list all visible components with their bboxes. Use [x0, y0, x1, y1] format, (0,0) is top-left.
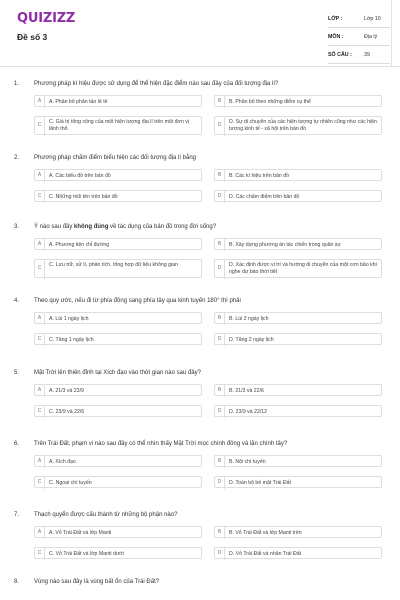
answer-option-text: C. Vỏ Trái Đất và lớp Manti dưới	[49, 550, 124, 557]
answer-option-letter: D	[215, 477, 225, 489]
answer-option-letter: C	[35, 260, 45, 279]
answer-option-text: D. Vỏ Trái Đất và nhân Trái Đất	[229, 550, 302, 557]
answer-option-frame	[34, 476, 202, 488]
answer-option-letter: C	[35, 477, 45, 489]
meta-value: 39	[364, 52, 370, 58]
answer-option-text: C. Tăng 1 ngày lịch	[49, 336, 94, 343]
answer-option-letter: D	[215, 191, 225, 203]
answer-option-letter: B	[215, 170, 225, 182]
answer-option-frame	[34, 547, 202, 559]
answer-option-frame	[34, 333, 202, 345]
answer-option-text: D. Toàn bộ bề mặt Trái Đất	[229, 479, 291, 486]
answer-option-letter: D	[215, 334, 225, 346]
answer-option-text: D. Xác định được vị trí và hướng di chuyển của một cơn bão khi nghe dự báo thời tiết	[229, 261, 377, 275]
answer-option-letter: C	[35, 117, 45, 136]
answer-option-frame	[34, 259, 202, 278]
answer-option-letter: C	[35, 548, 45, 560]
answer-option-letter: A	[35, 456, 45, 468]
answer-option-letter: A	[35, 170, 45, 182]
answer-option-text: D. 23/9 và 22/12	[229, 408, 268, 415]
answer-option-text: A. Vỏ Trái Đất và lớp Manti	[49, 529, 112, 536]
answer-option-text: B. Nội chí tuyến	[229, 458, 266, 465]
answer-option-letter: B	[215, 96, 225, 108]
answer-option-frame	[214, 333, 382, 345]
question-text: Phương pháp chấm điểm biểu hiện các đối tượng địa lí bằng	[34, 155, 197, 161]
answer-option-frame	[214, 526, 382, 538]
answer-option-text: C. 23/9 và 22/6	[49, 408, 85, 415]
header-divider	[391, 0, 392, 66]
question-number: 7.	[14, 512, 20, 518]
answer-option-letter: D	[215, 117, 225, 136]
answer-option-letter: C	[35, 191, 45, 203]
question-number: 1.	[14, 81, 20, 87]
answer-option-letter: D	[215, 406, 225, 418]
answer-option-letter: A	[35, 239, 45, 251]
answer-option-frame	[214, 476, 382, 488]
worksheet-header	[0, 0, 400, 67]
answer-option-letter: D	[215, 260, 225, 279]
question-number: 5.	[14, 370, 20, 376]
meta-label: MÔN :	[328, 34, 344, 40]
answer-option-letter: C	[35, 334, 45, 346]
question-number: 2.	[14, 155, 20, 161]
meta-label: SỐ CÂU :	[328, 52, 352, 58]
answer-option-frame	[34, 190, 202, 202]
answer-option-frame	[34, 238, 202, 250]
answer-option-letter: B	[215, 313, 225, 325]
answer-option-text: A. Xích đạo	[49, 458, 76, 465]
answer-option-frame	[34, 95, 202, 107]
answer-option-frame	[214, 238, 382, 250]
meta-value: Địa lý	[364, 34, 378, 40]
question-text: Mặt Trời lên thiên đỉnh tại Xích đạo vào thời gian nào sau đây?	[34, 370, 201, 376]
answer-option-frame	[214, 384, 382, 396]
answer-option-frame	[214, 312, 382, 324]
answer-option-frame	[214, 259, 382, 278]
answer-option-text: B. Vỏ Trái Đất và lớp Manti trên	[229, 529, 302, 536]
answer-option-text: B. Phân bố theo những điểm cụ thể	[229, 98, 311, 105]
answer-option-text: C. Ngoại chí tuyến	[49, 479, 92, 486]
answer-option-letter: A	[35, 313, 45, 325]
meta-value: Lớp 10	[364, 16, 381, 22]
question-text: Theo quy ước, nếu đi từ phía đông sang phía tây qua kinh tuyến 180° thì phải	[34, 298, 241, 304]
answer-option-text: D. Tăng 2 ngày lịch	[229, 336, 274, 343]
answer-option-text: A. Lùi 1 ngày lịch	[49, 315, 89, 322]
answer-option-text: A. Các biểu đồ trên bản đồ	[49, 172, 111, 179]
question-text	[34, 224, 384, 230]
answer-option-letter: A	[35, 527, 45, 539]
answer-option-text: B. Lùi 2 ngày lịch	[229, 315, 269, 322]
answer-option-frame	[214, 405, 382, 417]
answer-option-letter: A	[35, 96, 45, 108]
answer-option-frame	[34, 384, 202, 396]
answer-option-text: D. Các chấm điểm trên bản đồ	[229, 193, 300, 200]
question-number: 4.	[14, 298, 20, 304]
question-text: Trên Trái Đất, phạm vi nào sau đây có thể nhìn thấy Mặt Trời mọc chính đông và lặn chính tây?	[34, 441, 288, 447]
answer-option-frame	[34, 526, 202, 538]
answer-option-letter: B	[215, 385, 225, 397]
answer-option-text: C. Những mũi tên trên bản đồ	[49, 193, 118, 200]
question-text-emphasis: không đúng	[74, 224, 109, 230]
answer-option-frame	[34, 169, 202, 181]
question-text: Phương pháp kí hiệu được sử dụng để thể hiện đặc điểm nào sau đây của đối tượng địa lí?	[34, 81, 279, 87]
answer-option-text: C. Giá trị tổng cộng của một hiện tượng địa lí trên một đơn vị lãnh thổ	[49, 118, 190, 132]
answer-option-frame	[214, 169, 382, 181]
meta-row-count	[328, 48, 390, 64]
answer-option-frame	[34, 116, 202, 135]
answer-option-frame	[214, 455, 382, 467]
answer-option-frame	[214, 190, 382, 202]
answer-option-frame	[34, 455, 202, 467]
question-number: 8.	[14, 579, 20, 585]
meta-row-grade	[328, 12, 390, 28]
answer-option-letter: A	[35, 385, 45, 397]
answer-option-letter: D	[215, 548, 225, 560]
meta-row-subject	[328, 30, 390, 46]
question-text: Thạch quyển được cấu thành từ những bộ phận nào?	[34, 512, 178, 518]
worksheet-meta	[328, 12, 390, 66]
question-text-part: Ý nào sau đây	[34, 224, 75, 230]
answer-option-letter: B	[215, 456, 225, 468]
question-number: 6.	[14, 441, 20, 447]
answer-option-frame	[214, 116, 382, 135]
answer-option-frame	[34, 405, 202, 417]
answer-option-text: C. Lưu trữ, xử lí, phân tích, tổng hợp dữ liệu không gian	[49, 261, 178, 268]
answer-option-letter: C	[35, 406, 45, 418]
answer-option-letter: B	[215, 527, 225, 539]
answer-option-text: B. 21/3 và 22/6	[229, 387, 264, 394]
answer-option-text: A. 21/3 và 23/9	[49, 387, 84, 394]
answer-option-frame	[214, 547, 382, 559]
answer-option-text: A. Phương tiện chỉ đường	[49, 241, 110, 248]
worksheet-title: Đề số 3	[17, 32, 48, 42]
quizizz-logo: QUIZIZZ	[17, 11, 76, 26]
meta-label: LỚP :	[328, 16, 343, 22]
answer-option-letter: B	[215, 239, 225, 251]
question-number: 3.	[14, 224, 20, 230]
answer-option-text: D. Sự di chuyển của các hiện tượng tự nhiên cũng như các hiện tượng kinh tế - xã hội trên bản đồ	[229, 118, 377, 132]
answer-option-text: B. Các kí hiệu trên bản đồ	[229, 172, 289, 179]
answer-option-text: B. Xây dựng phương án tác chiến trong quân sự	[229, 241, 341, 248]
answer-option-text: A. Phân bố phân tán lẻ tẻ	[49, 98, 108, 105]
question-text: Vùng nào sau đây là vùng bất ổn của Trái Đất?	[34, 579, 160, 585]
answer-option-frame	[214, 95, 382, 107]
question-text-part: về tác dụng của bản đồ trong đời sống?	[108, 224, 217, 230]
answer-option-frame	[34, 312, 202, 324]
